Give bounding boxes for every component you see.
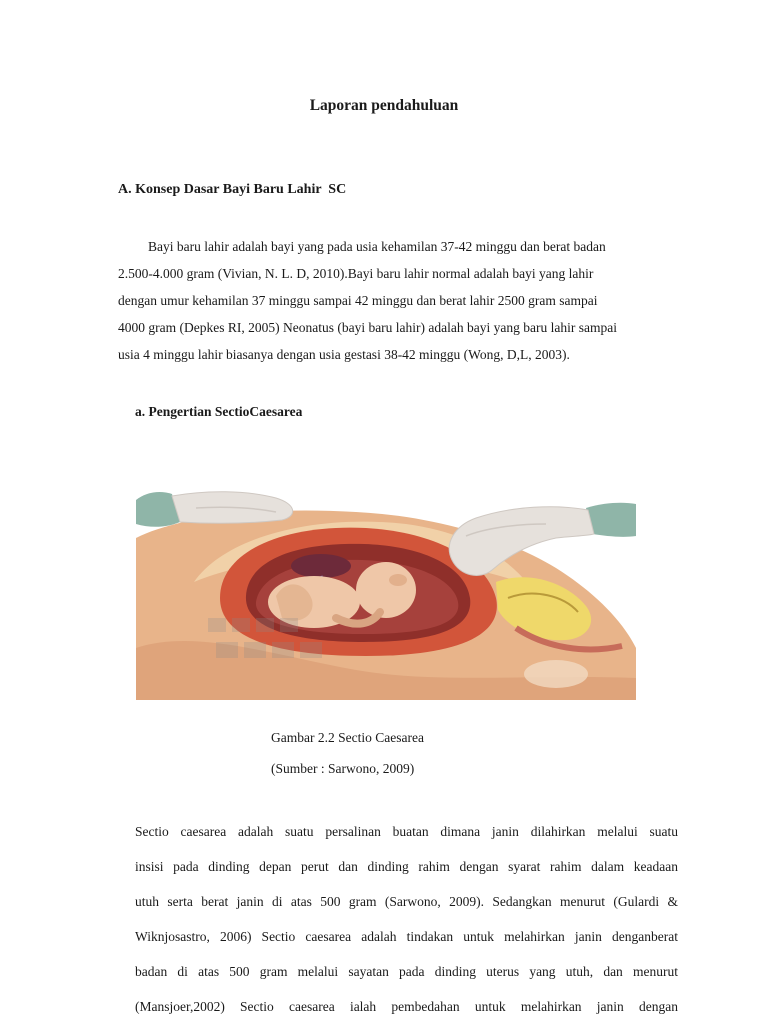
paragraph-line: dengan umur kehamilan 37 minggu sampai 42 minggu dan berat lahir 2500 gram sampai	[118, 293, 598, 308]
sectio-caesarea-illustration	[136, 478, 636, 700]
paragraph-line: (Mansjoer,2002) Sectio caesarea ialah pembedahan untuk melahirkan janin dengan	[135, 999, 678, 1014]
section-heading-a: A. Konsep Dasar Bayi Baru Lahir SC	[118, 182, 347, 197]
paragraph-bayi-baru-lahir	[118, 233, 678, 368]
paragraph-line: insisi pada dinding depan perut dan dinding rahim dengan syarat rahim dalam keadaan	[135, 859, 678, 874]
paragraph-line: usia 4 minggu lahir biasanya dengan usia gestasi 38-42 minggu (Wong, D,L, 2003).	[118, 347, 570, 362]
figure-caption	[271, 722, 424, 784]
paragraph-sectio-caesarea	[135, 814, 678, 1024]
paragraph-line: 2.500-4.000 gram (Vivian, N. L. D, 2010).Bayi baru lahir normal adalah bayi yang lahir	[118, 266, 594, 281]
caption-title: Gambar 2.2 Sectio Caesarea	[271, 730, 424, 745]
paragraph-line: Bayi baru lahir adalah bayi yang pada usia kehamilan 37-42 minggu dan berat badan	[148, 239, 606, 254]
paragraph-line: Wiknjosastro, 2006) Sectio caesarea adalah tindakan untuk melahirkan janin denganberat	[135, 929, 678, 944]
paragraph-line: badan di atas 500 gram melalui sayatan pada dinding uterus yang utuh, dan menurut	[135, 964, 678, 979]
paragraph-line: utuh serta berat janin di atas 500 gram (Sarwono, 2009). Sedangkan menurut (Gulardi &	[135, 894, 678, 909]
paragraph-line: Sectio caesarea adalah suatu persalinan buatan dimana janin dilahirkan melalui suatu	[135, 824, 678, 839]
page-title: Laporan pendahuluan	[309, 97, 459, 114]
placenta	[291, 554, 351, 578]
left-gloved-hand	[136, 492, 293, 527]
caption-source: (Sumber : Sarwono, 2009)	[271, 761, 415, 776]
subheading-pengertian: a. Pengertian SectioCaesarea	[135, 404, 303, 419]
paragraph-line: 4000 gram (Depkes RI, 2005) Neonatus (bayi baru lahir) adalah bayi yang baru lahir sampai	[118, 320, 617, 335]
